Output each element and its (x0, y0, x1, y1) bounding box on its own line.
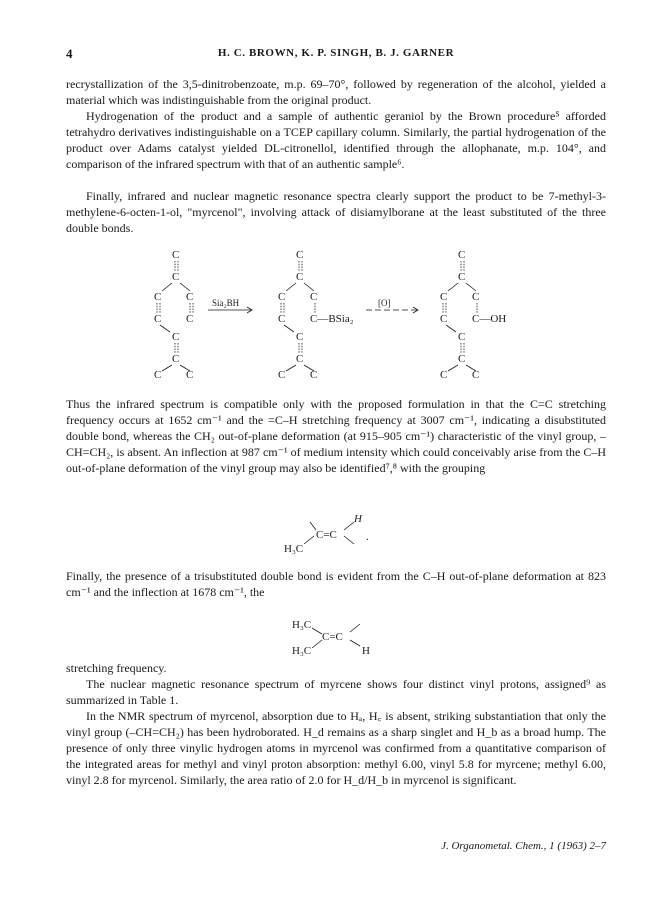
chem-atom-label: C (458, 249, 466, 261)
chem-atom-label: C (296, 271, 304, 283)
chem-atom-label: C (472, 291, 480, 303)
paragraph-spectra-support: Finally, infrared and nuclear magnetic resonance spectra clearly support the product to be 7-methyl-3-methylene-6-octen-1-ol, "myrcenol", involving attack of disiamylborane at the least substituted of the three double bonds. (66, 189, 606, 235)
chem-atom-label: C (458, 331, 466, 343)
chem-atom-label: H (362, 645, 370, 657)
chem-atom-label: H₃C (292, 619, 312, 631)
reagent-oxidation: [O] (378, 298, 391, 308)
chem-atom-label: C=C (322, 631, 343, 643)
chem-atom-label: C (154, 369, 162, 381)
chem-atom-label: C (278, 291, 286, 303)
paragraph-nmr-myrcenol: In the NMR spectrum of myrcenol, absorption due to Hₐ, H꜀ is absent, striking substantiation that only the vinyl group (–CH=CH₂) has been hydroborated. H_d remains as a sharp singlet and H_b as a broad hump. The presence of only three vinylic hydrogen atoms in myrcenol was confirmed from a quantitative comparison of the integrated areas for methyl and vinyl proton absorption: methyl 6.00, vinyl 5.8 for myrcene; methyl 6.00, vinyl 2.8 for myrcenol. Similarly, the area ratio of 2.0 for H_d/H_b in myrcenol is significant. (66, 709, 606, 787)
journal-citation: J. Organometal. Chem., 1 (1963) 2–7 (441, 840, 606, 852)
chem-atom-label: C (440, 369, 448, 381)
paragraph-hydrogenation: Hydrogenation of the product and a sample of authentic geraniol by the Brown procedure⁵ afforded tetrahydro derivatives indistinguishable on a TCEP capillary column. Similarly, the partial hydrogenation of the product over Adams catalyst yielded DL-citronellol, identified through the allophanate, m.p. 104°, and comparison of the infrared spectrum with that of an authentic sample⁶. (66, 109, 606, 171)
chem-atom-label: C (310, 291, 318, 303)
disubstituted-grouping (282, 508, 392, 558)
chem-atom-label: C (278, 369, 286, 381)
chem-atom-label: H (354, 513, 362, 525)
chem-atom-label: C (278, 313, 286, 325)
chem-atom-label: C (186, 291, 194, 303)
chem-atom-label: C (458, 271, 466, 283)
chem-atom-label: C (472, 369, 480, 381)
chem-atom-label: C (186, 369, 194, 381)
paragraph-nmr-myrcene: The nuclear magnetic resonance spectrum of myrcene shows four distinct vinyl protons, assigned⁹ as summarized in Table 1. (66, 677, 606, 707)
chem-atom-label: C (172, 353, 180, 365)
myrcene-structure (154, 249, 193, 381)
reagent-sia2bh: Sia₂BH (212, 298, 240, 308)
boryl-group: C—BSia₂ (310, 313, 354, 325)
chem-atom-label: C (186, 313, 194, 325)
borane-structure (278, 249, 354, 381)
running-head: H. C. BROWN, K. P. SINGH, B. J. GARNER (217, 47, 455, 59)
chem-atom-label: C (172, 271, 180, 283)
chem-atom-label: C (458, 353, 466, 365)
page-number: 4 (66, 46, 73, 61)
paragraph-infrared: Thus the infrared spectrum is compatible only with the proposed formulation in that the C=C stretching frequency occurs at 1652 cm⁻¹ and the =C–H stretching frequency at 3007 cm⁻¹, indicating a disubstituted double bond, whereas the CH₂ out-of-plane deformation (at 915–905 cm⁻¹) characteristic of the vinyl group, –CH=CH₂, is absent. An inflection at 987 cm⁻¹ of medium intensity which could conceivably arise from the C–H out-of-plane deformation of the vinyl group may also be identified⁷,⁸ with the grouping (66, 397, 606, 475)
chem-atom-label: C (296, 249, 304, 261)
chem-atom-label: H₃C (284, 543, 304, 555)
chem-atom-label: C (172, 249, 180, 261)
myrcenol-structure (440, 249, 506, 381)
paragraph-trisubstituted: Finally, the presence of a trisubstituted double bond is evident from the C–H out-of-plane deformation at 823 cm⁻¹ and the inflection at 1678 cm⁻¹, the (66, 569, 606, 599)
chem-atom-label: C (154, 313, 162, 325)
chem-atom-label: C=C (316, 529, 337, 541)
chem-atom-label: . (366, 531, 369, 543)
chem-atom-label: C (310, 369, 318, 381)
trisubstituted-grouping (290, 614, 390, 660)
chem-atom-label: C (154, 291, 162, 303)
chem-atom-label: C (296, 353, 304, 365)
page-header (66, 46, 606, 62)
chem-atom-label: C (440, 291, 448, 303)
chem-atom-label: H₃C (292, 645, 312, 657)
hydroboration-scheme (130, 244, 540, 384)
paragraph-stretching-frequency: stretching frequency. (66, 661, 167, 675)
chem-atom-label: C (440, 313, 448, 325)
chem-atom-label: C (296, 331, 304, 343)
paragraph-recrystallization: recrystallization of the 3,5-dinitrobenzoate, m.p. 69–70°, followed by regeneration of the alcohol, yielded a material which was indistinguishable from the original product. (66, 77, 606, 107)
hydroxyl-group: C—OH (472, 313, 507, 325)
chem-atom-label: C (172, 331, 180, 343)
